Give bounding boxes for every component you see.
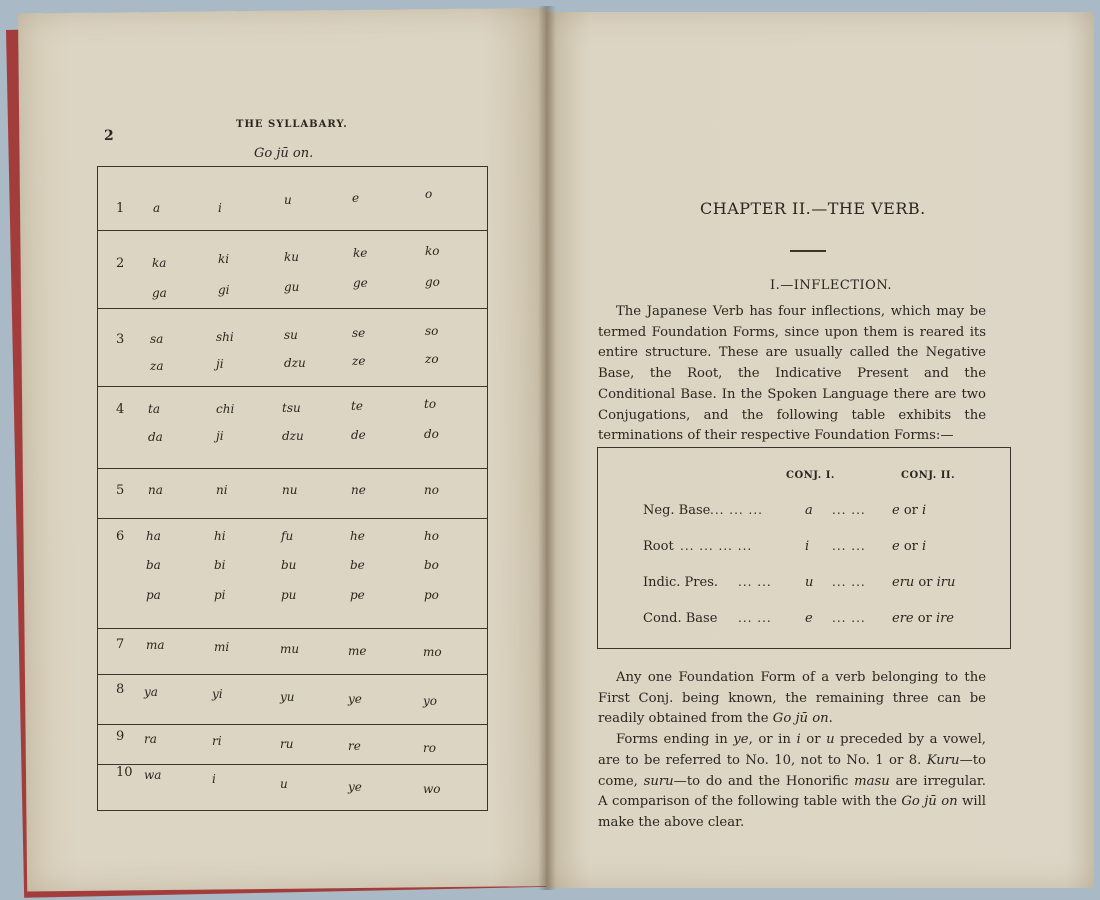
syllable: u xyxy=(284,193,292,207)
conj-leader: ... ... xyxy=(738,575,772,589)
syllable: ni xyxy=(216,483,228,497)
syllable: yi xyxy=(212,687,223,701)
syllable: re xyxy=(348,739,361,753)
conj1-ending: e xyxy=(805,611,813,626)
syllable: se xyxy=(352,326,366,340)
syllable: ya xyxy=(144,685,158,699)
syllable: me xyxy=(348,644,367,658)
syllable: so xyxy=(425,324,439,338)
syllable: ba xyxy=(146,558,161,572)
group-number: 4 xyxy=(116,402,125,417)
section-title: I.—INFLECTION. xyxy=(770,278,893,293)
conjugation-table xyxy=(597,447,1011,649)
syllable: ro xyxy=(423,741,436,755)
syllable: ta xyxy=(148,402,160,416)
syllable: wo xyxy=(423,782,441,796)
syllable: gi xyxy=(218,283,230,297)
syllable: ma xyxy=(146,638,165,652)
paragraph-text: Any one Foundation Form of a verb belonging to the First Conj. being known, the remaining three can be readily obtained from the Go jū on. xyxy=(598,670,986,727)
syllabary-group xyxy=(98,167,487,231)
syllable: ru xyxy=(280,737,294,751)
syllabary-group xyxy=(98,629,487,675)
syllable: wa xyxy=(144,768,162,782)
syllabary-group xyxy=(98,765,487,810)
conj2-ending: ere or ire xyxy=(892,611,955,626)
syllable: pi xyxy=(214,588,226,602)
running-head: THE SYLLABARY. xyxy=(236,119,348,130)
syllable: pa xyxy=(146,588,161,602)
syllabary-group xyxy=(98,309,487,387)
syllable: shi xyxy=(216,330,234,344)
syllable: nu xyxy=(282,483,298,497)
syllable: gu xyxy=(284,280,300,294)
conj-row-label: Indic. Pres. xyxy=(643,575,718,590)
page-number: 2 xyxy=(104,128,114,144)
conj-leader: ... ... ... ... xyxy=(680,539,753,553)
syllable: bo xyxy=(424,558,439,572)
syllabary-group xyxy=(98,725,487,765)
syllabary-group xyxy=(98,387,487,469)
syllable: bi xyxy=(214,558,226,572)
syllable: i xyxy=(212,772,216,786)
syllable: ne xyxy=(351,483,366,497)
syllable: o xyxy=(425,187,433,201)
syllable: do xyxy=(424,427,439,441)
syllabary-subtitle: Go jū on. xyxy=(254,146,314,161)
group-number: 9 xyxy=(116,729,125,744)
syllable: e xyxy=(352,191,360,205)
syllable: ge xyxy=(353,276,368,290)
syllable: fu xyxy=(281,529,294,543)
group-number: 6 xyxy=(116,529,125,544)
syllable: ki xyxy=(218,252,230,266)
paragraph-closing xyxy=(598,668,986,834)
syllable: he xyxy=(350,529,365,543)
group-number: 10 xyxy=(116,765,133,780)
group-number: 7 xyxy=(116,637,125,652)
syllable: yu xyxy=(280,690,295,704)
syllable: zo xyxy=(425,352,439,366)
paragraph-text: Forms ending in ye, or in i or u preceded by a vowel, are to be referred to No. 10, not to No. 1 or 8. Kuru—to come, suru—to do and the Honorific masu are irregular. A comparison of the following table with the Go jū on will make the above clear. xyxy=(598,732,986,830)
syllable: da xyxy=(148,430,163,444)
syllable: ha xyxy=(146,529,161,543)
syllable: sa xyxy=(150,332,164,346)
syllable: a xyxy=(153,201,161,215)
syllable: po xyxy=(424,588,439,602)
syllable: ye xyxy=(348,692,362,706)
conj-row-label: Cond. Base xyxy=(643,611,718,626)
syllable: za xyxy=(150,359,164,373)
syllable: be xyxy=(350,558,365,572)
group-number: 1 xyxy=(116,201,125,216)
paragraph-text: The Japanese Verb has four inflections, which may be termed Foundation Forms, since upon them is reared its entire structure. These are usually called the Negative Base, the Root, the Indicative Present and the Conditional Base. In the Spoken Language there are two Conjugations, and the following table exhibits the terminations of their respective Foundation Forms:— xyxy=(598,304,986,444)
syllable: na xyxy=(148,483,163,497)
syllable: chi xyxy=(216,402,235,416)
title-rule xyxy=(790,250,826,252)
syllable: ko xyxy=(425,244,440,258)
syllable: mi xyxy=(214,640,230,654)
syllable: to xyxy=(424,397,437,411)
conj-leader: ... ... xyxy=(832,575,866,589)
syllable: dzu xyxy=(282,429,304,443)
syllabary-group xyxy=(98,469,487,519)
conj-row-label: Neg. Base xyxy=(643,503,711,518)
group-number: 8 xyxy=(116,682,125,697)
conj-header-2: CONJ. II. xyxy=(901,470,956,481)
conj-leader: ... ... xyxy=(832,503,866,517)
syllable: ji xyxy=(216,429,224,443)
group-number: 3 xyxy=(116,332,125,347)
syllable: no xyxy=(424,483,439,497)
conj-header-1: CONJ. I. xyxy=(786,470,835,481)
group-number: 5 xyxy=(116,483,125,498)
syllable: te xyxy=(351,399,363,413)
conj-leader: ... ... xyxy=(832,539,866,553)
syllable: mu xyxy=(280,642,300,656)
syllable: yo xyxy=(423,694,438,708)
syllable: u xyxy=(280,777,288,791)
conj1-ending: i xyxy=(805,539,810,554)
syllable: dzu xyxy=(284,356,306,370)
conj-leader: ... ... ... xyxy=(710,503,763,517)
syllable: ri xyxy=(212,734,222,748)
conj2-ending: eru or iru xyxy=(892,575,956,590)
syllable: pe xyxy=(350,588,365,602)
syllable: ke xyxy=(353,246,368,260)
book-gutter xyxy=(538,6,556,890)
conj-leader: ... ... xyxy=(738,611,772,625)
syllable: ku xyxy=(284,250,299,264)
syllable: ga xyxy=(152,286,167,300)
conj2-ending: e or i xyxy=(892,503,927,518)
syllable: ra xyxy=(144,732,157,746)
syllable: hi xyxy=(214,529,226,543)
syllable: su xyxy=(284,328,298,342)
syllable: pu xyxy=(281,588,297,602)
syllable: ze xyxy=(352,354,366,368)
paragraph-intro xyxy=(598,302,986,447)
syllable: de xyxy=(351,428,366,442)
syllable: mo xyxy=(423,645,442,659)
syllabary-table xyxy=(97,166,488,811)
syllable: ka xyxy=(152,256,167,270)
conj1-ending: u xyxy=(805,575,814,590)
conj-leader: ... ... xyxy=(832,611,866,625)
conj2-ending: e or i xyxy=(892,539,927,554)
group-number: 2 xyxy=(116,256,125,271)
conj-row-label: Root xyxy=(643,539,674,554)
syllable: tsu xyxy=(282,401,301,415)
syllable: i xyxy=(218,201,222,215)
syllabary-group xyxy=(98,519,487,629)
chapter-title: CHAPTER II.—THE VERB. xyxy=(700,199,926,218)
syllable: ho xyxy=(424,529,439,543)
syllable: bu xyxy=(281,558,297,572)
syllabary-group xyxy=(98,675,487,725)
syllabary-group xyxy=(98,231,487,309)
syllable: go xyxy=(425,275,440,289)
conj1-ending: a xyxy=(805,503,813,518)
syllable: ji xyxy=(216,357,224,371)
syllable: ye xyxy=(348,780,362,794)
